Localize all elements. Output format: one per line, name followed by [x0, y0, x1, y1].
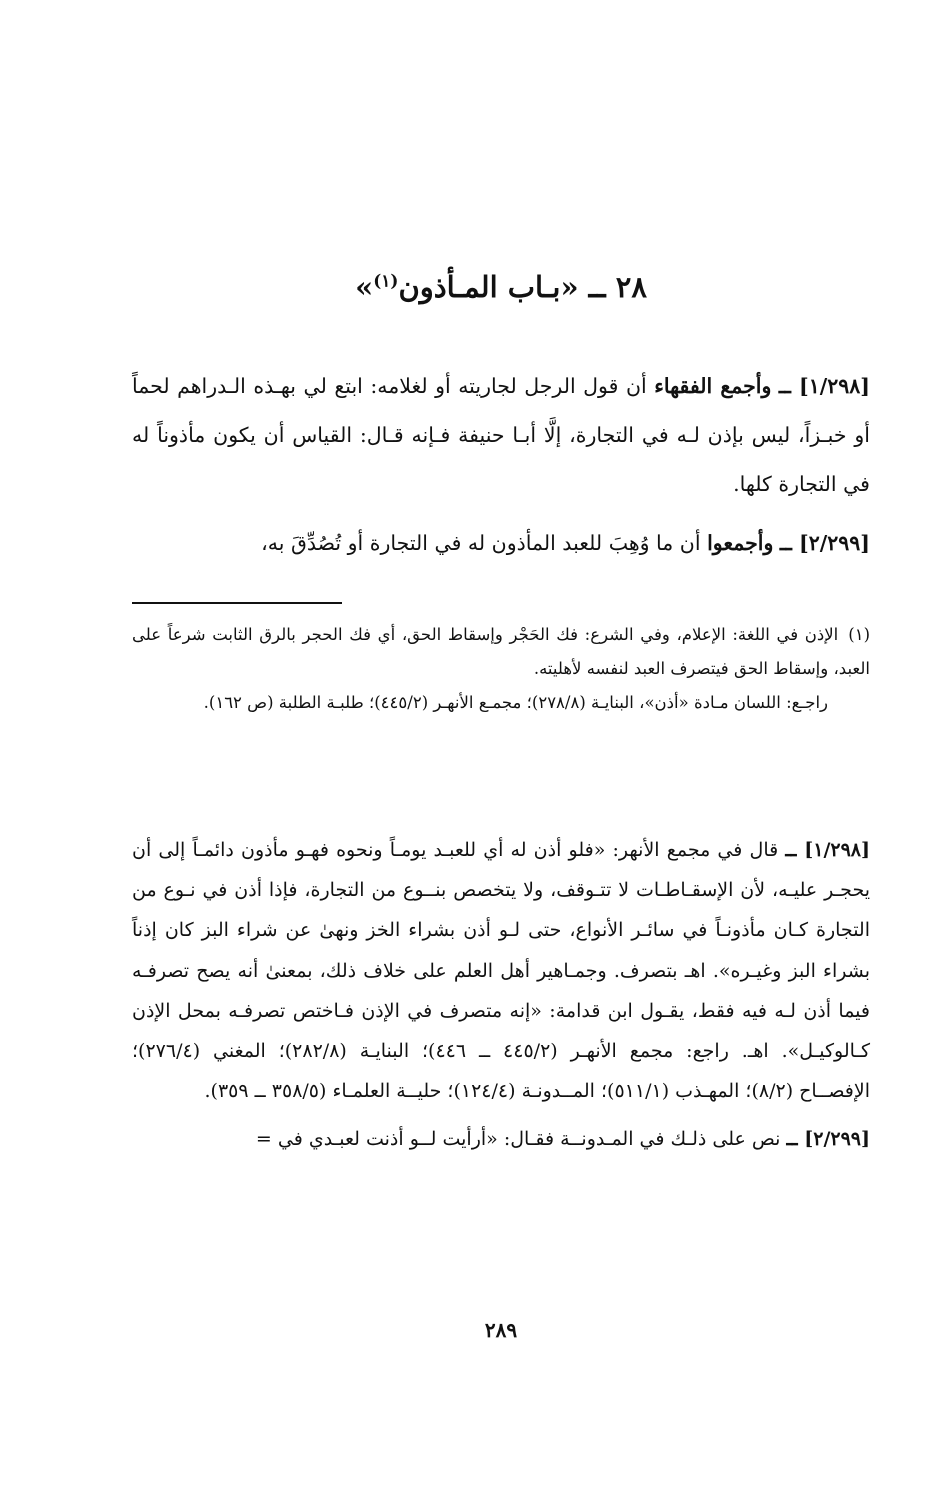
- commentary-paragraph: [132, 830, 870, 1111]
- commentary-paragraph: [132, 1119, 870, 1159]
- footnotes: [132, 618, 870, 720]
- main-paragraph: [132, 519, 870, 568]
- chapter-title-close: »: [355, 270, 374, 304]
- footnote-number: (١): [848, 625, 870, 644]
- commentary: [132, 830, 870, 1168]
- chapter-title: [132, 270, 870, 304]
- main-paragraph: [132, 362, 870, 509]
- commentary-text: نص على ذلـك في المـدونــة فقـال: «أرأيت لــو أذنت لعبـدي في =: [255, 1128, 781, 1151]
- chapter-title-text: ٢٨ ــ «بـاب المـأذون: [398, 270, 647, 304]
- issue-keyword: وأجمعوا: [707, 531, 774, 555]
- issue-reference: [٢/٢٩٩] ــ: [779, 531, 870, 555]
- issue-text: أن قول الرجل لجاريته أو لغلامه: ابتع لي بهـذه الـدراهم لحماً أو خبـزاً، ليس بإذن لـه في التجارة، إلَّا أبـا حنيفة فـإنه قـال: القياس أن يكون مأذوناً له في التجارة كلها.: [132, 374, 870, 496]
- footnote-divider: [132, 602, 342, 604]
- issue-reference: [١/٢٩٨] ــ: [778, 374, 870, 398]
- issue-text: أن ما وُهِبَ للعبد المأذون له في التجارة أو تُصُدِّقَ به،: [261, 531, 701, 555]
- issue-keyword: وأجمع الفقهاء: [654, 374, 772, 398]
- footnote-text: الإذن في اللغة: الإعلام، وفي الشرع: فك الحَجْر وإسقاط الحق، أي فك الحجر بالرق الثابت شرعاً على العبد، وإسقاط الحق فيتصرف العبد لنفسه لأهليته.: [132, 625, 870, 678]
- commentary-text: قال في مجمع الأنهر: «فلو أذن له أي للعبـد يومـاً ونحوه فهـو مأذون دائمـاً إلى أن يحجـر عليـه، لأن الإسقـاطـات لا تتـوقف، ولا يتخصص بنــوع من التجارة، فإذا أذن في نـوع من التجارة كـان مأذونـاً في سائـر الأنواع، حتى لـو أذن بشراء الخز ونهىٰ عن شراء البز كان إذناً بشراء البز وغيـره». اهـ بتصرف. وجمـاهير أهل العلم على خلاف ذلك، بمعنىٰ أنه يصح تصرفـه فيما أذن لـه فيه فقط، يقـول ابن قدامة: «إنه متصرف في الإذن فـاختص تصرفـه بمحل الإذن كـالوكيـل». اهـ. راجع: مجمع الأنهـر (٤٤٥/٢ ــ ٤٤٦)؛ البنايـة (٢٨٢/٨)؛ المغني (٢٧٦/٤)؛ الإفصــاح (٨/٢)؛ المهـذب (٥١١/١)؛ المــدونـة (١٢٤/٤)؛ حليــة العلمـاء (٣٥٨/٥ ــ ٣٥٩).: [132, 839, 871, 1103]
- main-text: [132, 362, 870, 578]
- footnote-marker: (١): [373, 271, 399, 292]
- page-number: ٢٨٩: [484, 1318, 518, 1342]
- commentary-reference: [٢/٢٩٩] ــ: [786, 1128, 870, 1151]
- footnote-references: راجـع: اللسان مـادة «أذن»، البنايـة (٢٧٨/٨)؛ مجمـع الأنهـر (٤٤٥/٢)؛ طلبـة الطلبة (ص ١٦٢).: [203, 693, 828, 712]
- footnote: [132, 618, 870, 686]
- commentary-reference: [١/٢٩٨] ــ: [785, 839, 870, 861]
